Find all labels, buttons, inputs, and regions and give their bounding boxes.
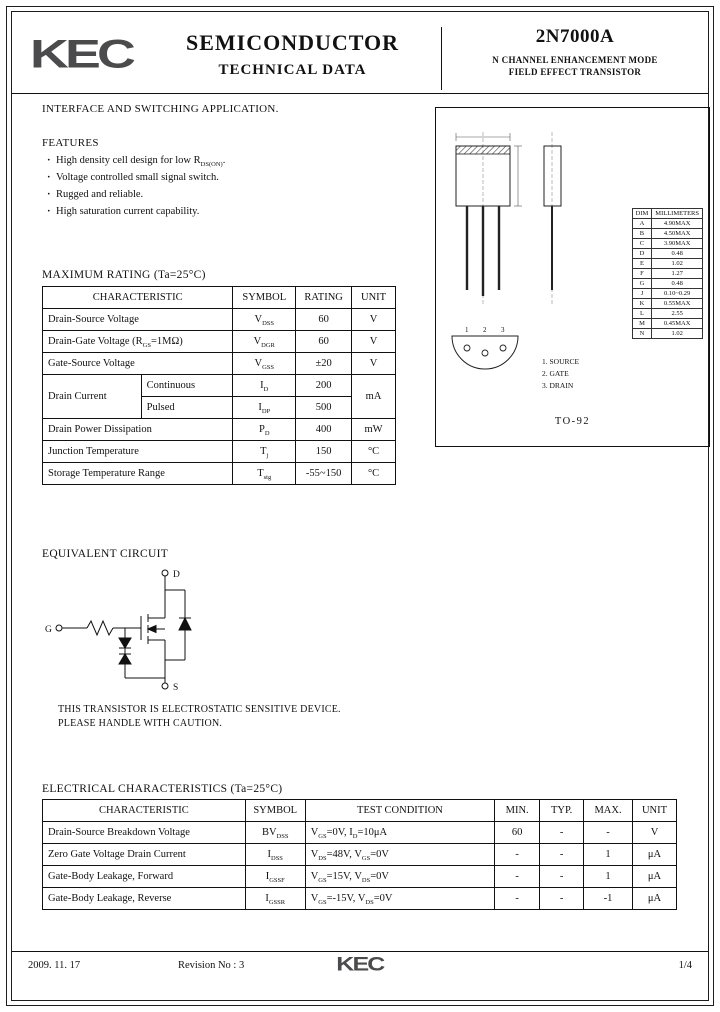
condition-cell: $V_{DS}=48V$, $V_{GS}=0V$ — [305, 844, 495, 866]
characteristic-cell: Drain Current — [43, 375, 142, 419]
package-diagram-box — [435, 107, 710, 447]
equivalent-circuit-title: EQUIVALENT CIRCUIT — [42, 548, 169, 560]
equivalent-circuit-diagram — [45, 560, 275, 706]
dim-cell: 4.50MAX — [652, 229, 703, 239]
column-header: UNIT — [633, 800, 677, 822]
max-cell: 1 — [584, 866, 633, 888]
dim-cell: 4.90MAX — [652, 219, 703, 229]
dim-cell: 0.55MAX — [652, 299, 703, 309]
pin-number-2: 2 — [483, 326, 487, 334]
max-rating-table — [42, 286, 396, 485]
drain-terminal-label: D — [173, 570, 180, 580]
symbol-cell: $I_{DSS}$ — [245, 844, 305, 866]
column-header: CHARACTERISTIC — [43, 287, 233, 309]
symbol-cell: $V_{DGR}$ — [233, 331, 296, 353]
body-diode — [179, 618, 191, 630]
rating-cell: 500 — [296, 397, 352, 419]
pin-number-1: 1 — [465, 326, 469, 334]
unit-cell: V — [352, 353, 396, 375]
dim-cell: 1.27 — [652, 269, 703, 279]
dim-cell: A — [632, 219, 652, 229]
rating-cell: ±20 — [296, 353, 352, 375]
column-header: UNIT — [352, 287, 396, 309]
dim-cell: B — [632, 229, 652, 239]
typ-cell: - — [540, 844, 584, 866]
part-description — [450, 54, 700, 78]
unit-cell: μA — [633, 888, 677, 910]
part-description-line1: N CHANNEL ENHANCEMENT MODE — [492, 55, 658, 65]
unit-cell: mW — [352, 419, 396, 441]
footer-date: 2009. 11. 17 — [28, 960, 81, 971]
dim-cell: K — [632, 299, 652, 309]
rating-cell: 400 — [296, 419, 352, 441]
sub-characteristic-cell: Pulsed — [141, 397, 233, 419]
dim-cell: L — [632, 309, 652, 319]
unit-cell: V — [633, 822, 677, 844]
rating-cell: 200 — [296, 375, 352, 397]
dim-cell: M — [632, 319, 652, 329]
symbol-cell: $T_j$ — [233, 441, 296, 463]
symbol-cell: $I_{GSSR}$ — [245, 888, 305, 910]
header-divider — [441, 27, 442, 90]
rating-cell: 60 — [296, 331, 352, 353]
typ-cell: - — [540, 888, 584, 910]
front-view — [456, 132, 522, 304]
header-rule — [12, 93, 708, 94]
min-cell: 60 — [495, 822, 540, 844]
unit-cell: V — [352, 331, 396, 353]
package-name: TO-92 — [554, 416, 591, 427]
symbol-cell: $BV_{DSS}$ — [245, 822, 305, 844]
max-cell: 1 — [584, 844, 633, 866]
pin-legend-item: 2. GATE — [542, 369, 569, 378]
esd-note-line2: PLEASE HANDLE WITH CAUTION. — [58, 717, 223, 729]
electrical-title: ELECTRICAL CHARACTERISTICS (Ta=25°C) — [42, 783, 283, 795]
substrate-arrow — [148, 626, 156, 633]
characteristic-cell: Drain-Gate Voltage $(R_{GS}=1M\Omega)$ — [43, 331, 233, 353]
symbol-cell: $I_{DP}$ — [233, 397, 296, 419]
dim-cell: D — [632, 249, 652, 259]
footer-kec-logo: KEC — [336, 954, 384, 976]
symbol-cell: $I_D$ — [233, 375, 296, 397]
gate-resistor — [87, 621, 113, 635]
feature-item: · Rugged and reliable. — [46, 186, 225, 203]
characteristic-cell: Zero Gate Voltage Drain Current — [43, 844, 246, 866]
characteristic-cell: Junction Temperature — [43, 441, 233, 463]
dim-cell: 0.48 — [652, 279, 703, 289]
pin-legend-item: 3. DRAIN — [542, 381, 574, 390]
symbol-cell: $I_{GSSF}$ — [245, 866, 305, 888]
column-header: TEST CONDITION — [305, 800, 495, 822]
unit-cell: °C — [352, 463, 396, 485]
unit-cell: μA — [633, 866, 677, 888]
max-cell: -1 — [584, 888, 633, 910]
pin-legend — [542, 356, 579, 392]
unit-cell: mA — [352, 375, 396, 419]
side-view — [544, 132, 561, 304]
footer-rule — [12, 951, 708, 952]
column-header: MIN. — [495, 800, 540, 822]
bottom-view — [452, 326, 518, 369]
column-header: TYP. — [540, 800, 584, 822]
condition-cell: $V_{GS}=-15V$, $V_{DS}=0V$ — [305, 888, 495, 910]
symbol-cell: $P_D$ — [233, 419, 296, 441]
electrical-table — [42, 799, 677, 910]
max-rating-title: MAXIMUM RATING (Ta=25°C) — [42, 269, 206, 281]
dim-cell: N — [632, 329, 652, 339]
characteristic-cell: Drain Power Dissipation — [43, 419, 233, 441]
unit-cell: μA — [633, 844, 677, 866]
typ-cell: - — [540, 822, 584, 844]
feature-item: · High density cell design for low $R_{DS(ON)}$. — [46, 152, 225, 169]
column-header: RATING — [296, 287, 352, 309]
dim-cell: 1.02 — [652, 259, 703, 269]
dim-table-header: MILLIMETERS — [652, 209, 703, 219]
column-header: SYMBOL — [233, 287, 296, 309]
pin-legend-item: 1. SOURCE — [542, 357, 580, 366]
condition-cell: $V_{GS}=0V$, $I_D=10\mu A$ — [305, 822, 495, 844]
characteristic-cell: Gate-Body Leakage, Forward — [43, 866, 246, 888]
sub-characteristic-cell: Continuous — [141, 375, 233, 397]
doc-subtitle: TECHNICAL DATA — [218, 62, 367, 78]
rating-cell: 60 — [296, 309, 352, 331]
gate-terminal-label: G — [45, 625, 52, 635]
features-list — [46, 152, 225, 220]
protection-diode — [119, 638, 131, 648]
features-title: FEATURES — [42, 137, 99, 149]
symbol-cell: $T_{stg}$ — [233, 463, 296, 485]
typ-cell: - — [540, 866, 584, 888]
application-title: INTERFACE AND SWITCHING APPLICATION. — [42, 103, 279, 115]
rating-cell: -55~150 — [296, 463, 352, 485]
dim-cell: 0.45MAX — [652, 319, 703, 329]
min-cell: - — [495, 888, 540, 910]
condition-cell: $V_{GS}=15V$, $V_{DS}=0V$ — [305, 866, 495, 888]
unit-cell: V — [352, 309, 396, 331]
esd-note-line1: THIS TRANSISTOR IS ELECTROSTATIC SENSITIVE DEVICE. — [58, 704, 341, 715]
symbol-cell: $V_{GSS}$ — [233, 353, 296, 375]
min-cell: - — [495, 866, 540, 888]
column-header: CHARACTERISTIC — [43, 800, 246, 822]
column-header: SYMBOL — [245, 800, 305, 822]
footer-revision: Revision No : 3 — [178, 960, 245, 971]
dim-cell: 0.48 — [652, 249, 703, 259]
rating-cell: 150 — [296, 441, 352, 463]
max-cell: - — [584, 822, 633, 844]
feature-item: · Voltage controlled small signal switch. — [46, 169, 225, 186]
characteristic-cell: Storage Temperature Range — [43, 463, 233, 485]
footer-logo-wrap — [0, 954, 720, 977]
feature-item: · High saturation current capability. — [46, 203, 225, 220]
dim-cell: 3.90MAX — [652, 239, 703, 249]
characteristic-cell: Drain-Source Voltage — [43, 309, 233, 331]
part-number: 2N7000A — [535, 26, 615, 47]
dim-cell: C — [632, 239, 652, 249]
dim-cell: 1.02 — [652, 329, 703, 339]
doc-title: SEMICONDUCTOR — [185, 30, 400, 55]
column-header: MAX. — [584, 800, 633, 822]
footer-page-number: 1/4 — [678, 960, 692, 971]
dim-cell: E — [632, 259, 652, 269]
min-cell: - — [495, 844, 540, 866]
pin-number-3: 3 — [501, 326, 505, 334]
dim-cell: 2.55 — [652, 309, 703, 319]
protection-diode — [119, 654, 131, 664]
dim-table — [632, 208, 703, 339]
characteristic-cell: Gate-Body Leakage, Reverse — [43, 888, 246, 910]
kec-logo: KEC — [30, 31, 132, 76]
dim-cell: F — [632, 269, 652, 279]
esd-note — [58, 703, 341, 730]
dim-cell: J — [632, 289, 652, 299]
dim-table-header: DIM — [632, 209, 652, 219]
part-description-line2: FIELD EFFECT TRANSISTOR — [508, 67, 642, 77]
dim-cell: 0.10~0.29 — [652, 289, 703, 299]
symbol-cell: $V_{DSS}$ — [233, 309, 296, 331]
characteristic-cell: Drain-Source Breakdown Voltage — [43, 822, 246, 844]
unit-cell: °C — [352, 441, 396, 463]
source-terminal-label: S — [173, 683, 179, 693]
characteristic-cell: Gate-Source Voltage — [43, 353, 233, 375]
dim-cell: G — [632, 279, 652, 289]
